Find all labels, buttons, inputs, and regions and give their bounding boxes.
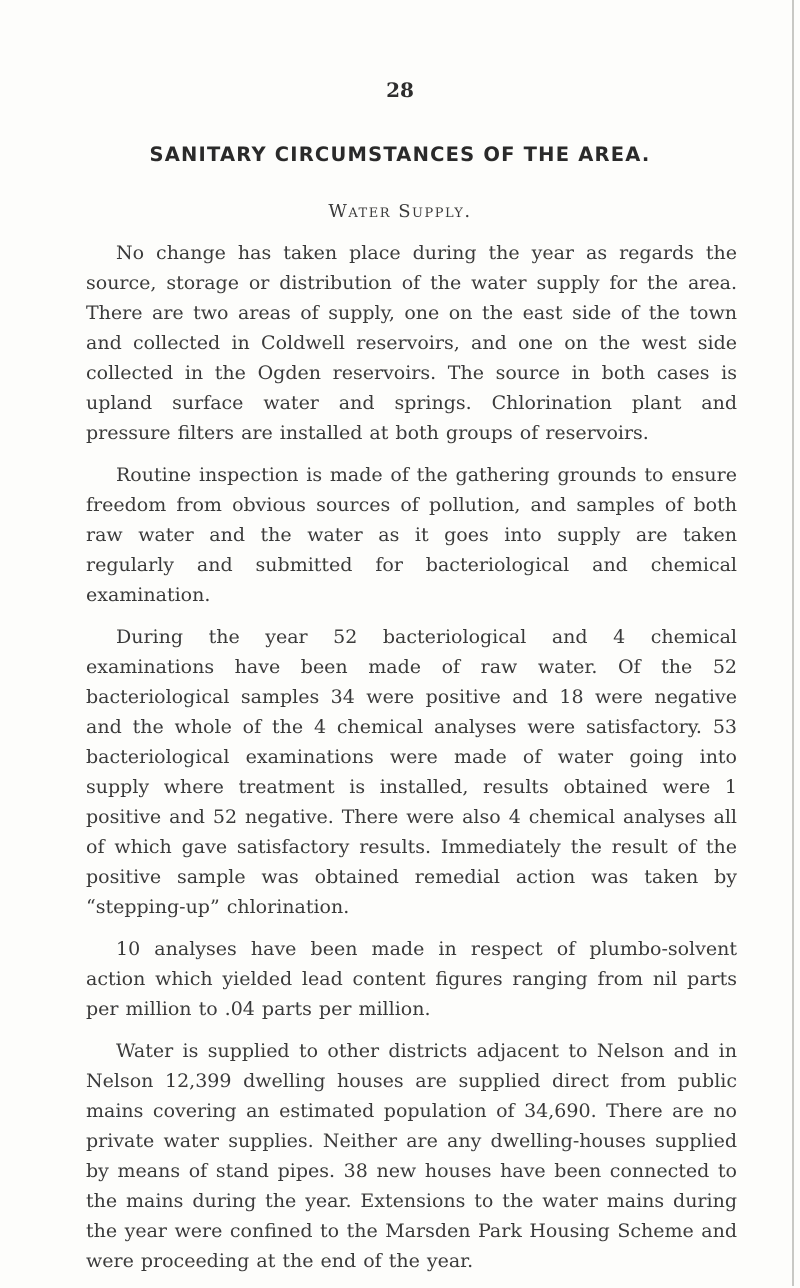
paragraph-source: No change has taken place during the year as regards the source, storage or distribution of the water supply for the area. There are two areas of supply, one on the east side of the town and collected in Coldwell reservoirs, and one on the west side collected in the Ogden reservoirs. The source in both cases is upland surface water and springs. Chlorination plant and pressure filters are installed at both groups of reservoirs. [86,242,737,444]
paragraph-examinations: During the year 52 bacteriological and 4 chemical examinations have been made of raw water. Of the 52 bacteriological samples 34 were positive and 18 were negative and the whole of the 4 chemical analyses were satisfactory. 53 bacteriological examinations were made of water going into supply where treatment is installed, results obtained were 1 positive and 52 negative. There were also 4 chemical analyses all of which gave satisfactory results. Immediately the result of the positive sample was obtained remedial action was taken by “stepping-up” chlorination. [86,626,737,918]
paragraph-inspection: Routine inspection is made of the gathering grounds to ensure freedom from obvious sources of pollution, and samples of both raw water and the water as it goes into supply are taken regularly and submitted for bacteriological and chemical examination. [86,464,737,606]
paragraph-plumbo-solvent: 10 analyses have been made in respect of plumbo-solvent action which yielded lead content figures ranging from nil parts per million to .04 parts per million. [86,938,737,1020]
page-edge-divider [792,0,794,1286]
section-heading: Water Supply. [328,201,472,222]
page-title: SANITARY CIRCUMSTANCES OF THE AREA. [149,143,651,166]
paragraph-distribution: Water is supplied to other districts adjacent to Nelson and in Nelson 12,399 dwelling houses are supplied direct from public mains covering an estimated population of 34,690. There are no private water supplies. Neither are any dwelling-houses supplied by means of stand pipes. 38 new houses have been connected to the mains during the year. Extensions to the water mains during the year were confined to the Marsden Park Housing Scheme and were proceeding at the end of the year. [86,1040,737,1272]
body-text [86,238,737,1288]
page-number: 28 [386,78,414,102]
